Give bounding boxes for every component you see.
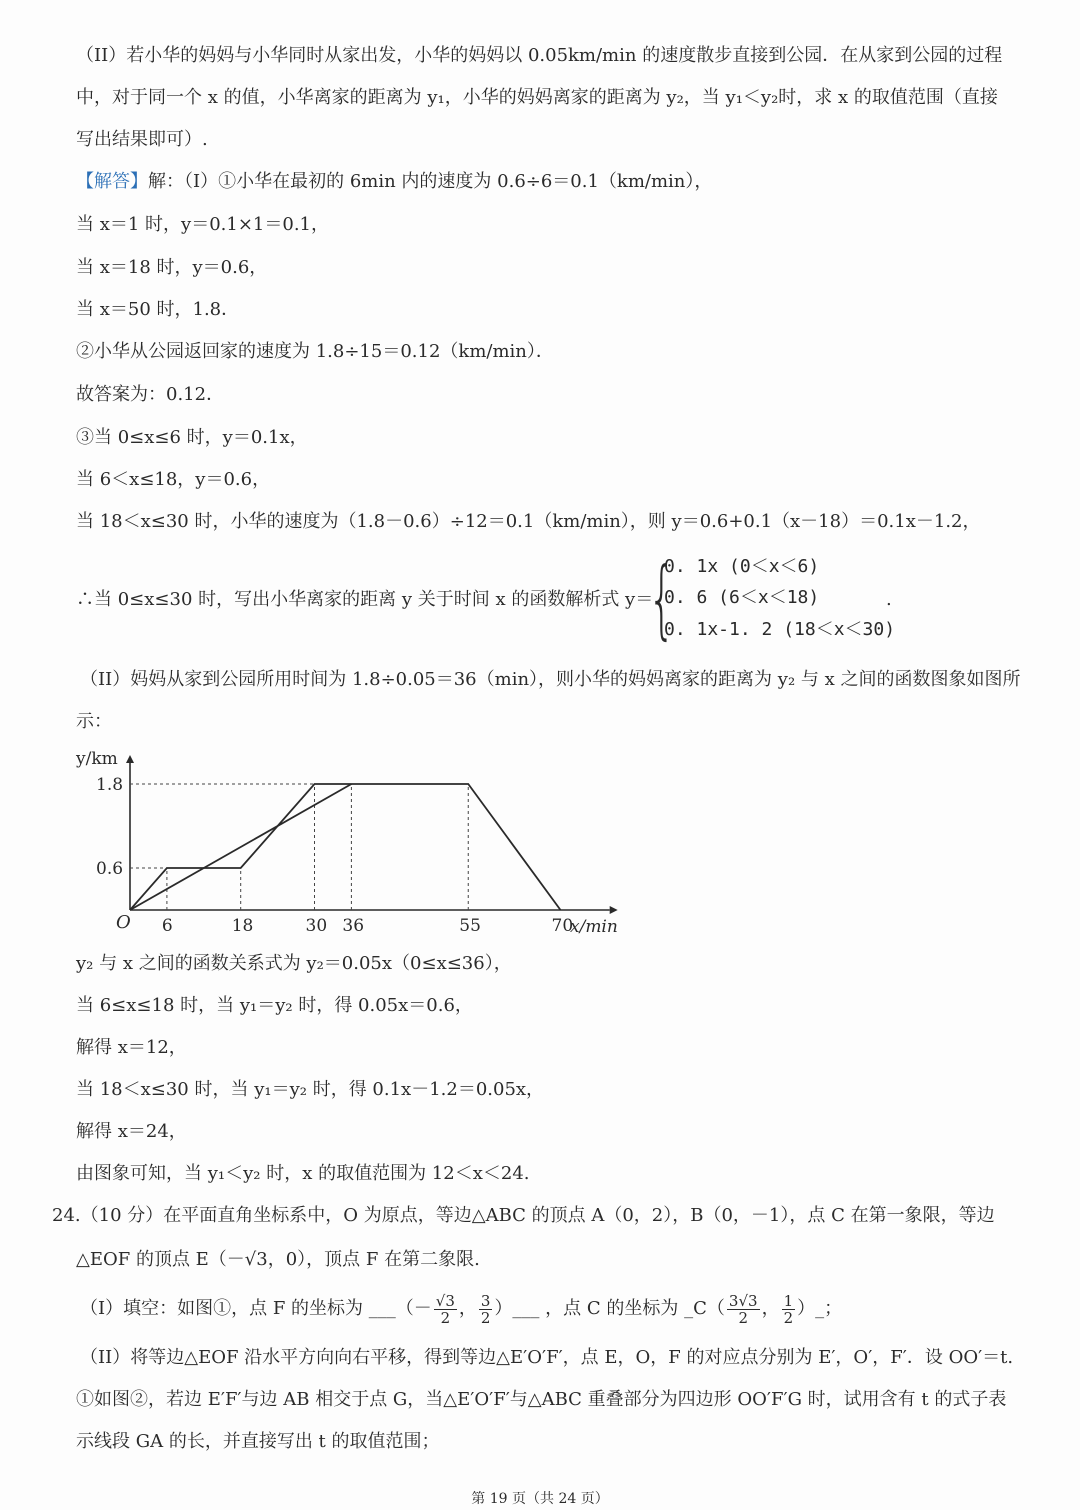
text-line: ③当 0≤x≤6 时，y＝0.1x， <box>76 427 308 448</box>
numerator: 3√3 <box>728 1291 758 1310</box>
brace-glyph: { <box>648 549 676 649</box>
y-axis-arrow <box>126 755 134 763</box>
x-tick-label: 55 <box>459 916 481 936</box>
x-axis-label: x/min <box>570 917 618 937</box>
text-line: 示： <box>76 711 112 732</box>
y-tick-label: 1.8 <box>96 775 124 795</box>
text-line: y₂ 与 x 之间的函数关系式为 y₂＝0.05x（0≤x≤36）， <box>76 953 512 974</box>
text-line: 当 6＜x≤18，y＝0.6， <box>76 469 271 490</box>
fill-in-line <box>80 1292 842 1326</box>
text-span: ）_； <box>797 1298 843 1319</box>
y-axis-label: y/km <box>76 749 118 769</box>
x-tick-label: 36 <box>342 916 365 936</box>
text-span: ， <box>761 1298 780 1319</box>
x-tick-label: 6 <box>161 916 173 936</box>
answer-blank-f <box>368 1291 545 1327</box>
fraction <box>782 1293 796 1326</box>
text-span: ）___ <box>494 1298 540 1319</box>
text-span: ，点 C 的坐标为 <box>545 1298 679 1319</box>
text-line: ①如图②，若边 E′F′与边 AB 相交于点 G，当△E′O′F′与△ABC 重叠部分为四边形 OO′F′G 时，试用含有 t 的式子表 <box>76 1389 1007 1410</box>
text-line: 解得 x＝12， <box>76 1037 187 1058</box>
text-line: 当 18＜x≤30 时，小华的速度为（1.8－0.6）÷12＝0.1（km/min），则 y＝0.6+0.1（x－18）＝0.1x－1.2， <box>76 511 981 532</box>
text-line: 当 6≤x≤18 时，当 y₁＝y₂ 时，得 0.05x＝0.6， <box>76 995 473 1016</box>
text-line: 当 x＝18 时，y＝0.6， <box>76 257 268 278</box>
y-tick-label: 0.6 <box>96 859 124 879</box>
text-line: 故答案为：0.12． <box>76 384 225 405</box>
text-line: （II）将等边△EOF 沿水平方向向右平移，得到等边△E′O′F′，点 E，O，F 的对应点分别为 E′，O′，F′．设 OO′＝t. <box>80 1347 1014 1368</box>
text-line: ②小华从公园返回家的速度为 1.8÷15＝0.12（km/min）． <box>76 341 554 362</box>
question-24: 24.（10 分）在平面直角坐标系中，O 为原点，等边△ABC 的顶点 A（0，2），B（0，－1），点 C 在第一象限，等边 <box>52 1205 995 1226</box>
case-line: 0. 1x-1. 2 (18＜x＜30) <box>664 619 896 640</box>
denominator: 2 <box>738 1308 748 1327</box>
text-span: （I）填空：如图①，点 F 的坐标为 <box>80 1298 364 1319</box>
text-line: △EOF 的顶点 E（－√3，0），顶点 F 在第二象限. <box>76 1249 480 1270</box>
piecewise-function <box>648 549 908 649</box>
chart-axes <box>126 755 618 914</box>
text-span: _C（ <box>684 1298 725 1319</box>
text-line: 写出结果即可）. <box>76 129 208 150</box>
text-line: . <box>886 589 892 610</box>
text-line: 由图象可知，当 y₁＜y₂ 时，x 的取值范围为 12＜x＜24. <box>76 1163 530 1184</box>
text-line: 当 x＝50 时，1.8． <box>76 299 240 320</box>
fraction <box>434 1293 457 1326</box>
text-span: ___（－ <box>368 1298 432 1319</box>
denominator: 2 <box>480 1308 491 1327</box>
denominator: 2 <box>440 1308 451 1327</box>
numerator: 1 <box>783 1291 794 1310</box>
text-span: ， <box>458 1298 477 1319</box>
chart-marks <box>130 784 561 910</box>
distance-time-chart <box>70 738 630 948</box>
denominator: 2 <box>783 1308 794 1327</box>
numerator: 3 <box>480 1291 491 1310</box>
text-line: 示线段 GA 的长，并直接写出 t 的取值范围； <box>76 1431 440 1452</box>
case-line: 0. 1x (0＜x＜6) <box>664 556 820 577</box>
case-line: 0. 6 (6＜x＜18) <box>664 587 820 608</box>
text-span: 解：（I）①小华在最初的 6min 内的速度为 0.6÷6＝0.1（km/min）， <box>148 171 713 192</box>
text-line: （II）妈妈从家到公园所用时间为 1.8÷0.05＝36（min），则小华的妈妈离家的距离为 y₂ 与 x 之间的函数图象如图所 <box>80 669 1021 690</box>
numerator: √3 <box>435 1291 455 1310</box>
fraction <box>727 1293 760 1326</box>
x-tick-label: 30 <box>305 916 328 936</box>
text-line: （II）若小华的妈妈与小华同时从家出发，小华的妈妈以 0.05km/min 的速度散步直接到公园．在从家到公园的过程 <box>76 45 1003 66</box>
origin-label: O <box>116 912 131 933</box>
page-footer: 第 19 页（共 24 页） <box>471 1491 609 1507</box>
text-line: 解得 x＝24， <box>76 1121 187 1142</box>
series-line-y1 <box>130 784 561 910</box>
text-line: 中，对于同一个 x 的值，小华离家的距离为 y₁，小华的妈妈离家的距离为 y₂，当 y₁＜y₂时，求 x 的取值范围（直接 <box>76 87 998 108</box>
chart-guides <box>96 775 573 936</box>
text-line: 当 x＝1 时，y＝0.1×1＝0.1， <box>76 214 330 235</box>
fraction <box>479 1293 493 1326</box>
x-tick-label: 18 <box>231 916 254 936</box>
text-line: ∴当 0≤x≤30 时，写出小华离家的距离 y 关于时间 x 的函数解析式 y＝ <box>76 589 654 610</box>
x-axis-arrow <box>610 906 618 914</box>
text-line: 当 18＜x≤30 时，当 y₁＝y₂ 时，得 0.1x－1.2＝0.05x， <box>76 1079 545 1100</box>
answer-header <box>76 170 712 194</box>
answer-tag: 【解答】 <box>76 171 148 192</box>
answer-blank-c <box>684 1291 843 1327</box>
x-tick-label: 70 <box>551 916 574 936</box>
